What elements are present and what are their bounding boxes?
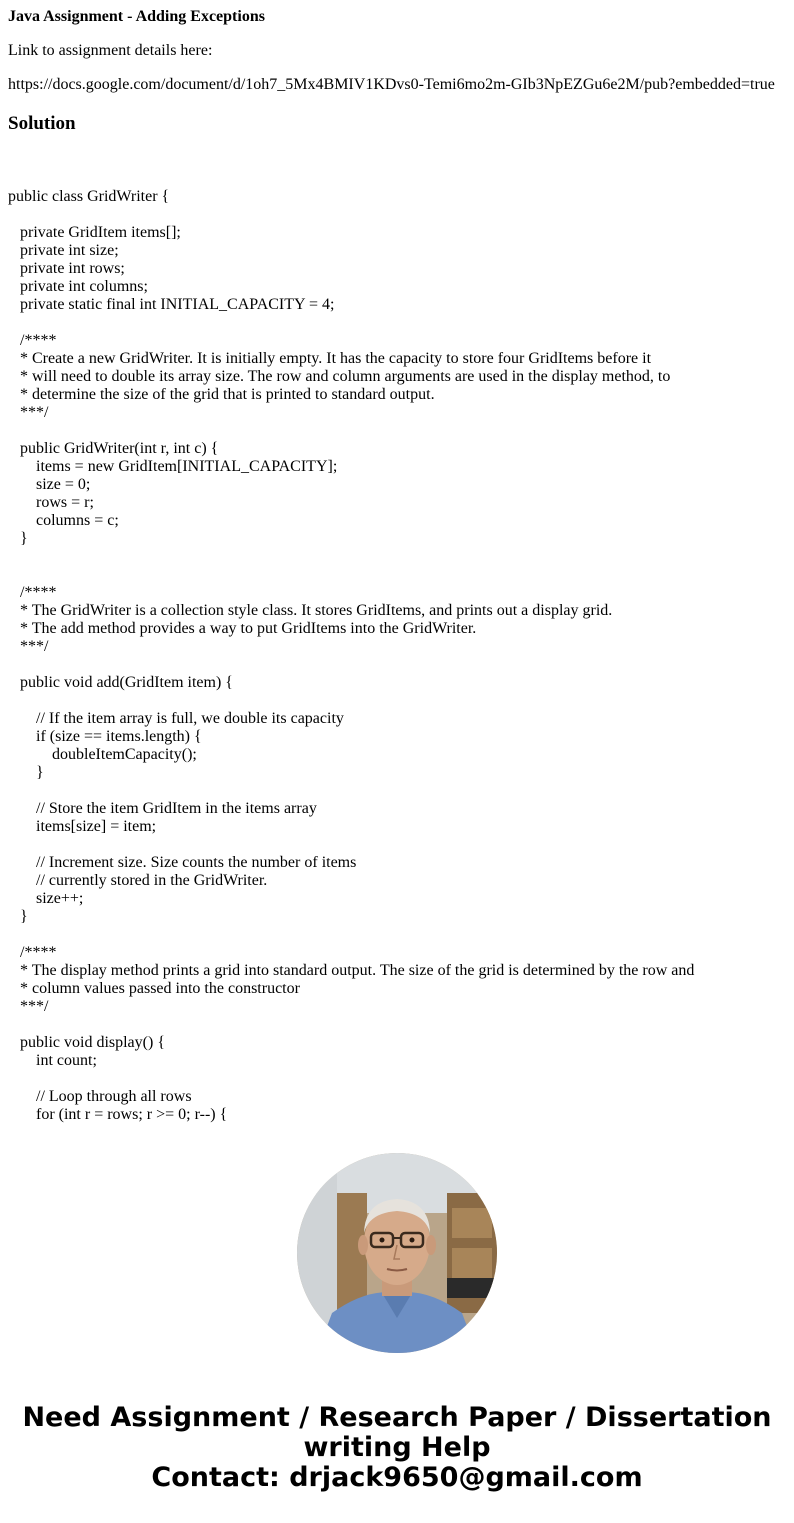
code-line: private static final int INITIAL_CAPACITY = 4; xyxy=(8,296,335,313)
assignment-link[interactable]: https://docs.google.com/document/d/1oh7_5Mx4BMIV1KDvs0-Temi6mo2m-GIb3NpEZGu6e2M/pub?embedded=true xyxy=(8,76,775,93)
code-line xyxy=(8,566,694,584)
code-line: * determine the size of the grid that is printed to standard output. xyxy=(8,386,435,403)
author-photo xyxy=(297,1153,497,1353)
code-line xyxy=(8,926,694,944)
code-line: private GridItem items[]; xyxy=(8,224,181,241)
code-line xyxy=(8,782,694,800)
code-line: private int columns; xyxy=(8,278,148,295)
code-line: } xyxy=(8,764,44,781)
code-line xyxy=(8,206,694,224)
code-line: /**** xyxy=(8,332,57,349)
ad-line-2: writing Help xyxy=(303,1432,491,1463)
code-line xyxy=(8,836,694,854)
code-line: size++; xyxy=(8,890,84,907)
help-advertisement xyxy=(0,1403,794,1493)
code-line: /**** xyxy=(8,944,57,961)
code-line: columns = c; xyxy=(8,512,119,529)
code-line xyxy=(8,548,694,566)
code-line: // Increment size. Size counts the number of items xyxy=(8,854,357,871)
code-line: * Create a new GridWriter. It is initially empty. It has the capacity to store four GridItems before it xyxy=(8,350,652,367)
ad-contact-line: Contact: drjack9650@gmail.com xyxy=(151,1462,643,1493)
link-intro-text: Link to assignment details here: xyxy=(8,42,213,59)
code-line: public class GridWriter { xyxy=(8,188,170,205)
portrait-image xyxy=(297,1153,497,1353)
code-line xyxy=(8,170,694,188)
code-line: /**** xyxy=(8,584,57,601)
code-line: * will need to double its array size. The row and column arguments are used in the display method, to xyxy=(8,368,671,385)
code-line xyxy=(8,314,694,332)
code-line: * The display method prints a grid into standard output. The size of the grid is determined by the row and xyxy=(8,962,695,979)
code-line xyxy=(8,656,694,674)
code-line: private int size; xyxy=(8,242,119,259)
code-line: } xyxy=(8,908,28,925)
code-line: // currently stored in the GridWriter. xyxy=(8,872,268,889)
code-block xyxy=(8,170,694,1124)
code-line: // If the item array is full, we double its capacity xyxy=(8,710,344,727)
code-line: // Loop through all rows xyxy=(8,1088,192,1105)
code-line xyxy=(8,692,694,710)
ad-line-1: Need Assignment / Research Paper / Dissertation xyxy=(22,1402,772,1433)
code-line: rows = r; xyxy=(8,494,94,511)
code-line: items[size] = item; xyxy=(8,818,157,835)
page-title: Java Assignment - Adding Exceptions xyxy=(8,8,265,25)
solution-heading: Solution xyxy=(8,113,76,134)
code-line: if (size == items.length) { xyxy=(8,728,202,745)
code-line: public GridWriter(int r, int c) { xyxy=(8,440,219,457)
code-line: * column values passed into the constructor xyxy=(8,980,300,997)
code-line: } xyxy=(8,530,28,547)
code-line: public void add(GridItem item) { xyxy=(8,674,233,691)
code-line: public void display() { xyxy=(8,1034,165,1051)
code-line: size = 0; xyxy=(8,476,91,493)
code-line xyxy=(8,422,694,440)
code-line: ***/ xyxy=(8,998,49,1015)
code-line: for (int r = rows; r >= 0; r--) { xyxy=(8,1106,228,1123)
code-line: int count; xyxy=(8,1052,97,1069)
code-line: * The GridWriter is a collection style class. It stores GridItems, and prints out a display grid. xyxy=(8,602,613,619)
code-line: doubleItemCapacity(); xyxy=(8,746,197,763)
code-line: items = new GridItem[INITIAL_CAPACITY]; xyxy=(8,458,338,475)
code-line: // Store the item GridItem in the items array xyxy=(8,800,317,817)
code-line: ***/ xyxy=(8,404,49,421)
code-line xyxy=(8,1016,694,1034)
code-line: * The add method provides a way to put GridItems into the GridWriter. xyxy=(8,620,477,637)
code-line: ***/ xyxy=(8,638,49,655)
code-line: private int rows; xyxy=(8,260,125,277)
code-line xyxy=(8,1070,694,1088)
